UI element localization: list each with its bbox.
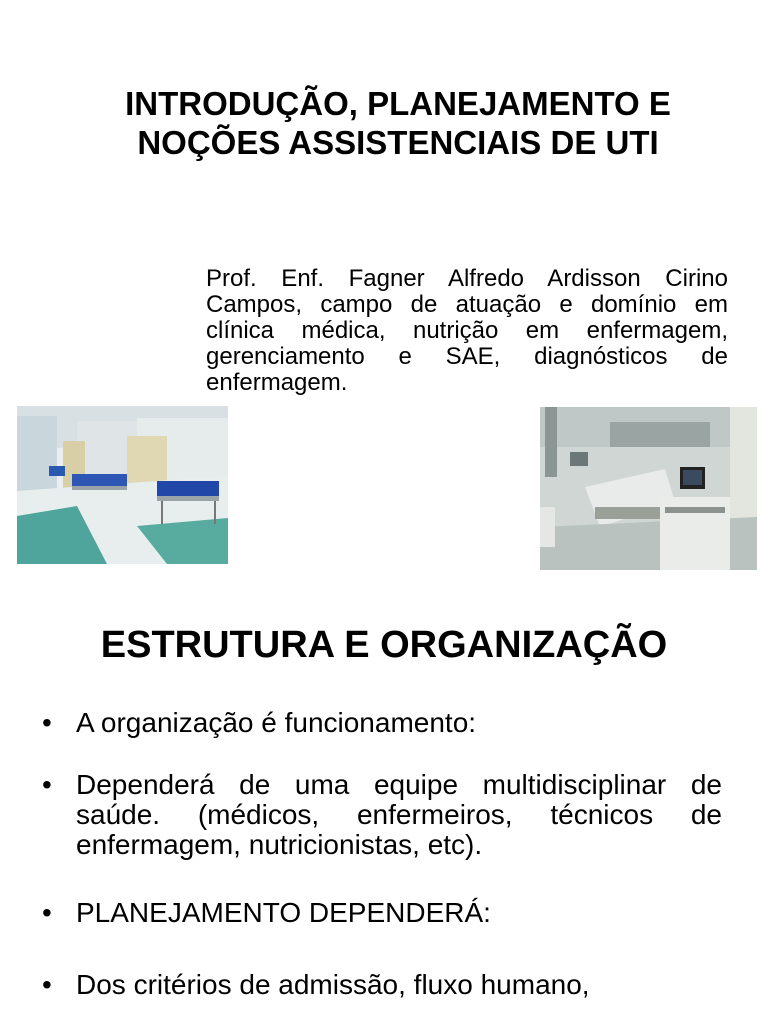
list-item <box>40 708 722 738</box>
bullet-icon: • <box>42 707 52 738</box>
bullet-icon: • <box>42 897 52 928</box>
list-item-text: Dependerá de uma equipe multidisciplinar de saúde. (médicos, enfermeiros, técnicos de enfermagem, nutricionistas, etc). <box>76 769 722 860</box>
slide-title <box>40 84 756 162</box>
author-description: Prof. Enf. Fagner Alfredo Ardisson Cirino Campos, campo de atuação e domínio em clínica médica, nutrição em enfermagem, gerenciamento e SAE, diagnósticos de enfermagem. <box>206 265 728 396</box>
list-item-text: Dos critérios de admissão, fluxo humano, <box>76 969 590 1000</box>
list-item <box>40 770 722 860</box>
section-title: ESTRUTURA E ORGANIZAÇÃO <box>100 624 668 666</box>
hospital-ward-photo <box>17 406 228 564</box>
bullet-icon: • <box>42 769 52 800</box>
list-item-text: A organização é funcionamento: <box>76 707 477 738</box>
icu-bed-photo <box>540 407 757 570</box>
bullet-list <box>40 708 722 1000</box>
title-line-2: NOÇÕES ASSISTENCIAIS DE UTI <box>137 124 659 161</box>
title-line-1: INTRODUÇÃO, PLANEJAMENTO E <box>125 85 671 122</box>
list-item <box>40 970 722 1000</box>
list-item <box>40 898 722 928</box>
list-item-text: PLANEJAMENTO DEPENDERÁ: <box>76 897 491 928</box>
bullet-icon: • <box>42 969 52 1000</box>
